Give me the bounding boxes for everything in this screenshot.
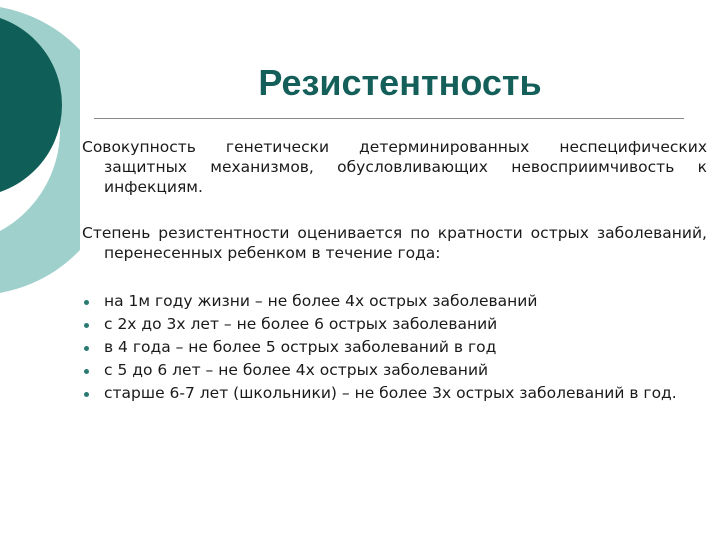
list-item-text: старше 6-7 лет (школьники) – не более 3х острых заболеваний в год.	[104, 384, 677, 402]
slide-title: Резистентность	[258, 62, 542, 103]
list-item	[82, 313, 685, 336]
bullet-icon	[84, 369, 89, 374]
list-item-text: с 2х до 3х лет – не более 6 острых заболеваний	[104, 315, 498, 333]
list-item-text: в 4 года – не более 5 острых заболеваний в год	[104, 338, 497, 356]
list-item-text: с 5 до 6 лет – не более 4х острых заболеваний	[104, 361, 489, 379]
bullet-icon	[84, 300, 89, 305]
definition-paragraph: Совокупность генетически детерминированных неспецифических защитных механизмов, обусловливающих невосприимчивость к инфекциям.	[82, 138, 707, 196]
bullet-icon	[84, 346, 89, 351]
list-item-text: на 1м году жизни – не более 4х острых заболеваний	[104, 292, 538, 310]
bullet-list	[82, 290, 685, 405]
decorative-circles	[0, 0, 80, 300]
bullet-icon	[84, 323, 89, 328]
title-divider	[94, 118, 684, 119]
list-item	[82, 359, 685, 382]
list-item	[82, 382, 685, 405]
bullet-icon	[84, 392, 89, 397]
list-item	[82, 336, 685, 359]
list-item	[82, 290, 685, 313]
assessment-paragraph: Степень резистентности оценивается по кратности острых заболеваний, перенесенных ребенком в течение года:	[82, 224, 707, 262]
